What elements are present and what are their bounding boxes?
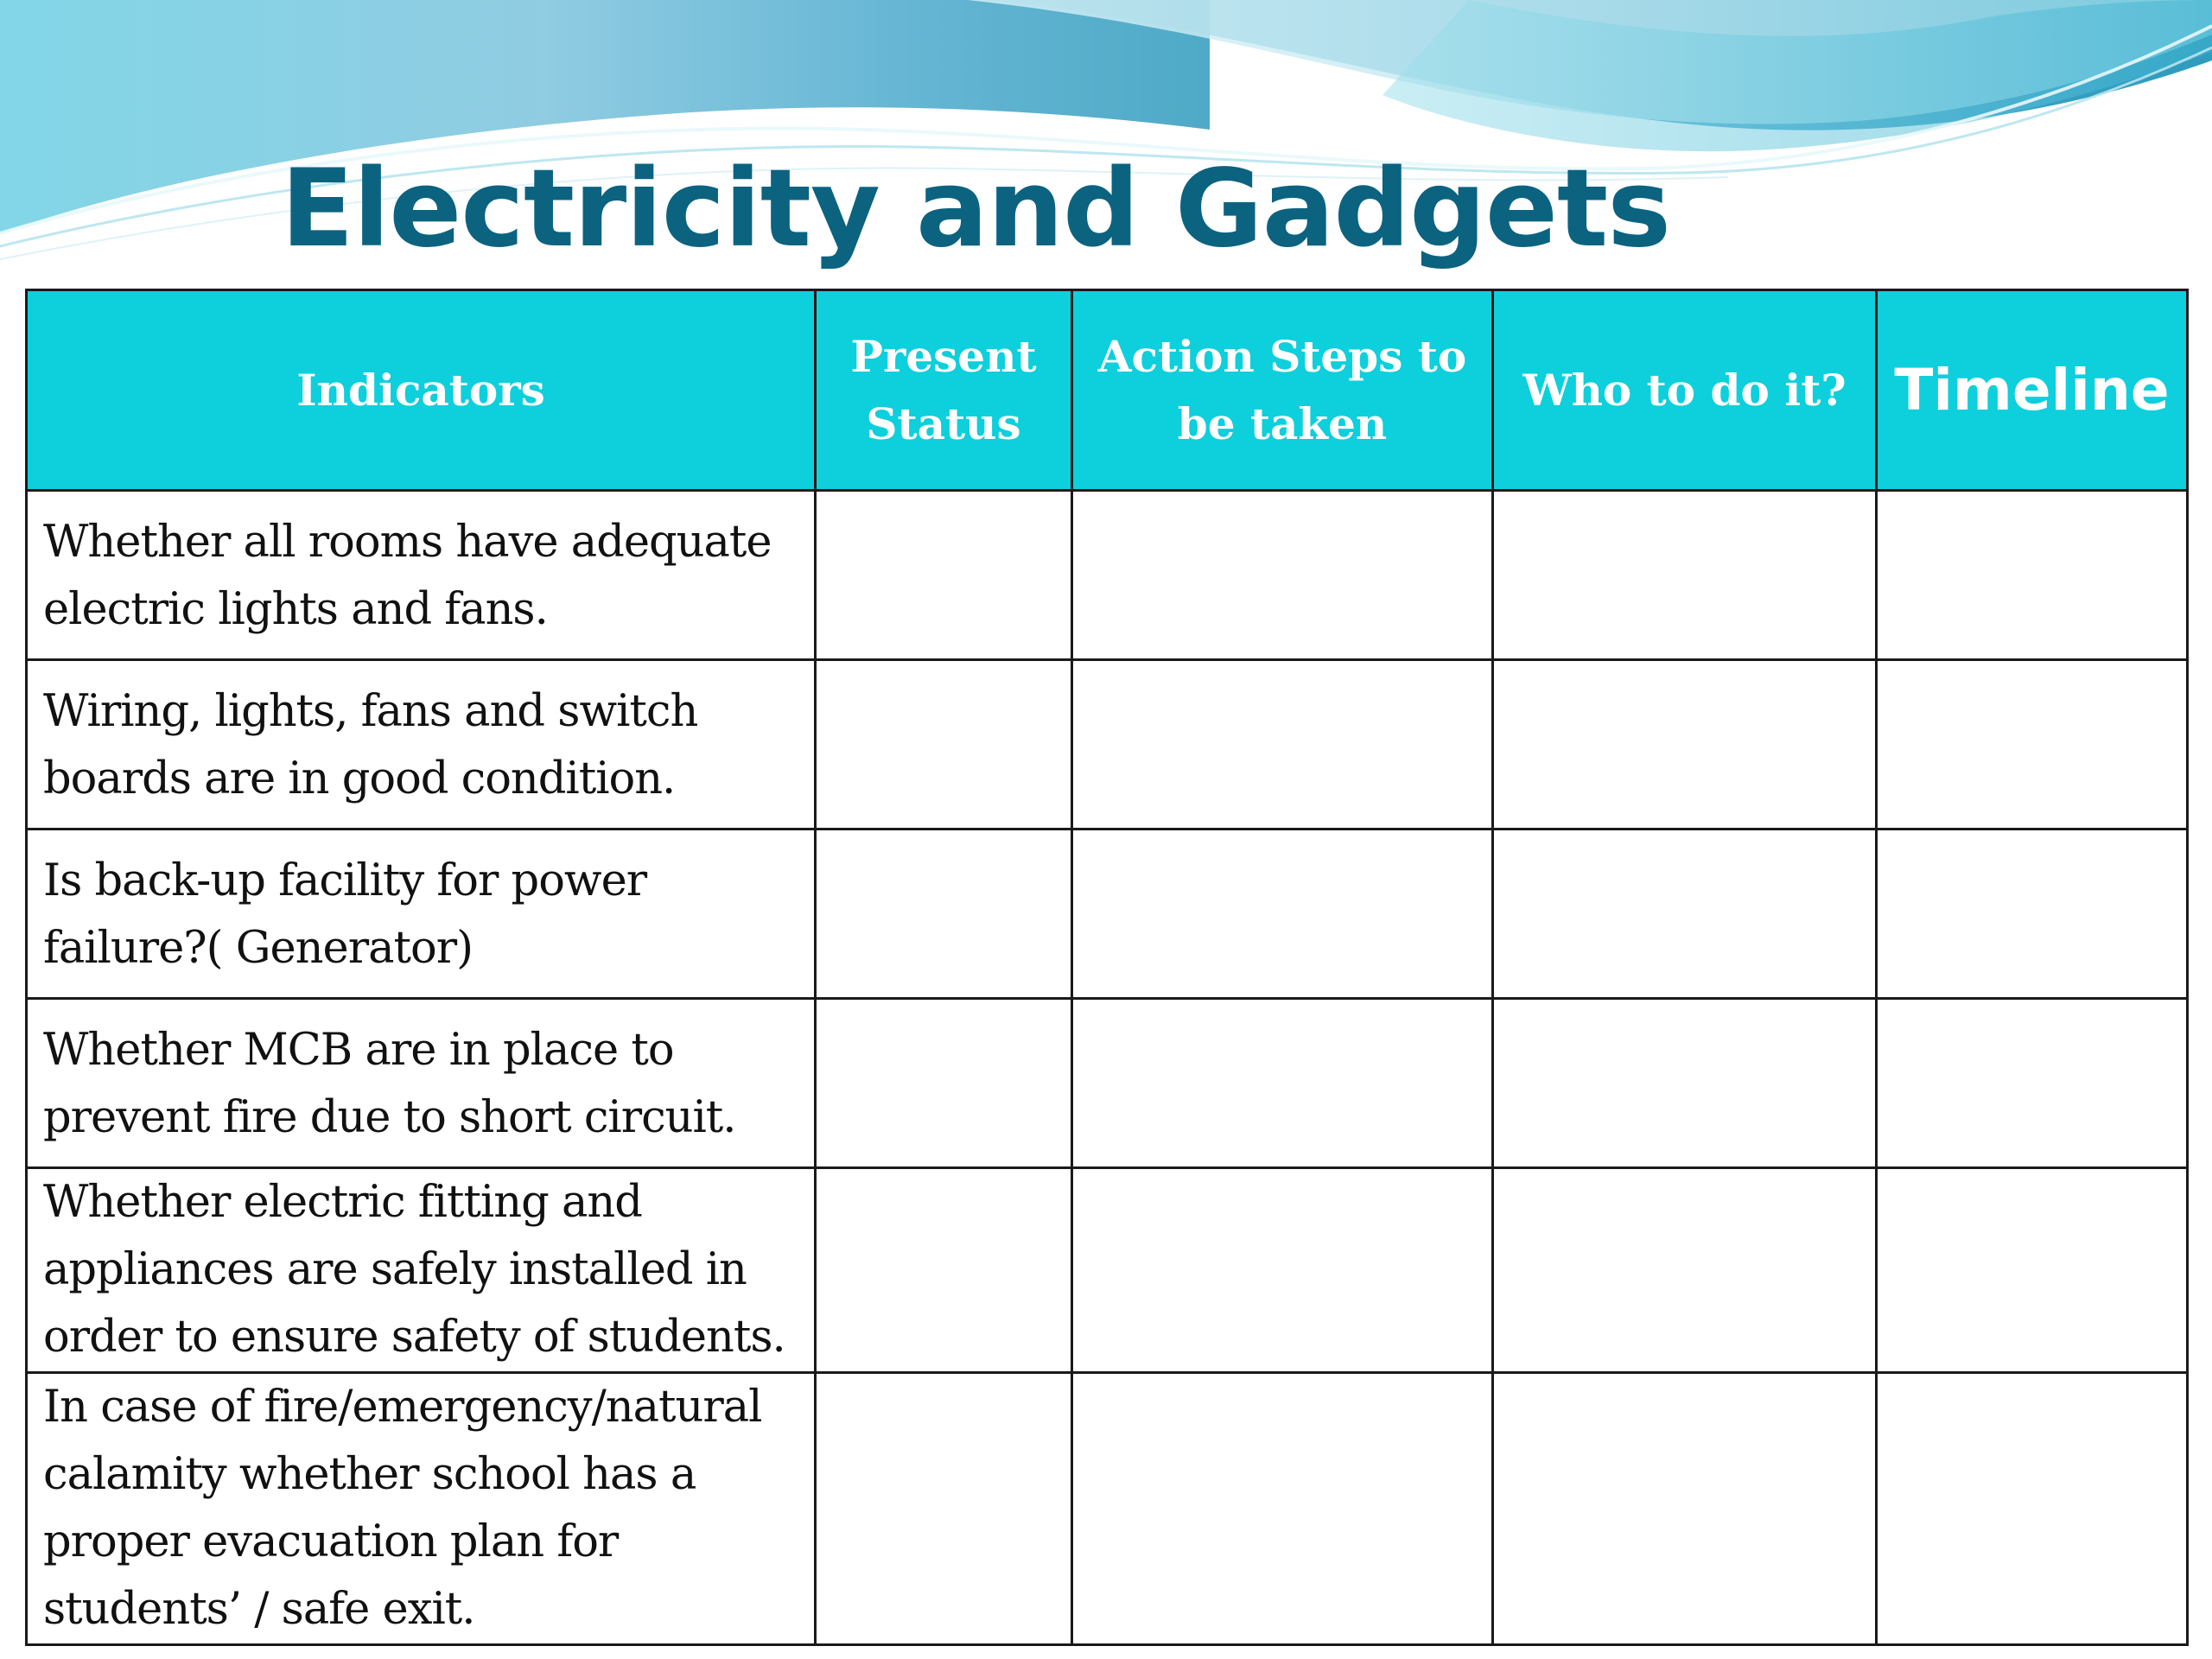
present-status-cell [816, 830, 1072, 999]
who-cell [1493, 491, 1877, 660]
present-status-cell [816, 491, 1072, 660]
timeline-cell [1877, 830, 2188, 999]
action-steps-cell [1072, 830, 1493, 999]
timeline-cell [1877, 1373, 2188, 1645]
header-action-steps: Action Steps to be taken [1072, 290, 1493, 491]
action-steps-cell [1072, 660, 1493, 830]
table-row [27, 1373, 2188, 1645]
table-row [27, 830, 2188, 999]
table-row [27, 999, 2188, 1168]
page-title: Electricity and Gadgets [281, 147, 1671, 271]
who-cell [1493, 999, 1877, 1168]
indicator-cell: Is back-up facility for power failure?( Generator) [27, 830, 816, 999]
indicator-cell: Whether MCB are in place to prevent fire due to short circuit. [27, 999, 816, 1168]
action-steps-cell [1072, 491, 1493, 660]
who-cell [1493, 1168, 1877, 1373]
timeline-cell [1877, 660, 2188, 830]
indicator-cell: Wiring, lights, fans and switch boards are in good condition. [27, 660, 816, 830]
who-cell [1493, 660, 1877, 830]
present-status-cell [816, 1168, 1072, 1373]
timeline-cell [1877, 999, 2188, 1168]
header-present-status: Present Status [816, 290, 1072, 491]
indicator-cell: Whether electric fitting and appliances are safely installed in order to ensure safety of students. [27, 1168, 816, 1373]
table-row [27, 1168, 2188, 1373]
action-steps-cell [1072, 1373, 1493, 1645]
indicator-cell: Whether all rooms have adequate electric lights and fans. [27, 491, 816, 660]
checklist-table [25, 289, 2189, 1646]
present-status-cell [816, 999, 1072, 1168]
header-who-to-do-it: Who to do it? [1493, 290, 1877, 491]
present-status-cell [816, 1373, 1072, 1645]
action-steps-cell [1072, 1168, 1493, 1373]
header-indicators: Indicators [27, 290, 816, 491]
timeline-cell [1877, 1168, 2188, 1373]
present-status-cell [816, 660, 1072, 830]
action-steps-cell [1072, 999, 1493, 1168]
timeline-cell [1877, 491, 2188, 660]
who-cell [1493, 1373, 1877, 1645]
table-row [27, 491, 2188, 660]
table-row [27, 660, 2188, 830]
table-header-row [27, 290, 2188, 491]
indicator-cell: In case of fire/emergency/natural calamity whether school has a proper evacuation plan for students’ / safe exit. [27, 1373, 816, 1645]
who-cell [1493, 830, 1877, 999]
header-timeline: Timeline [1877, 290, 2188, 491]
